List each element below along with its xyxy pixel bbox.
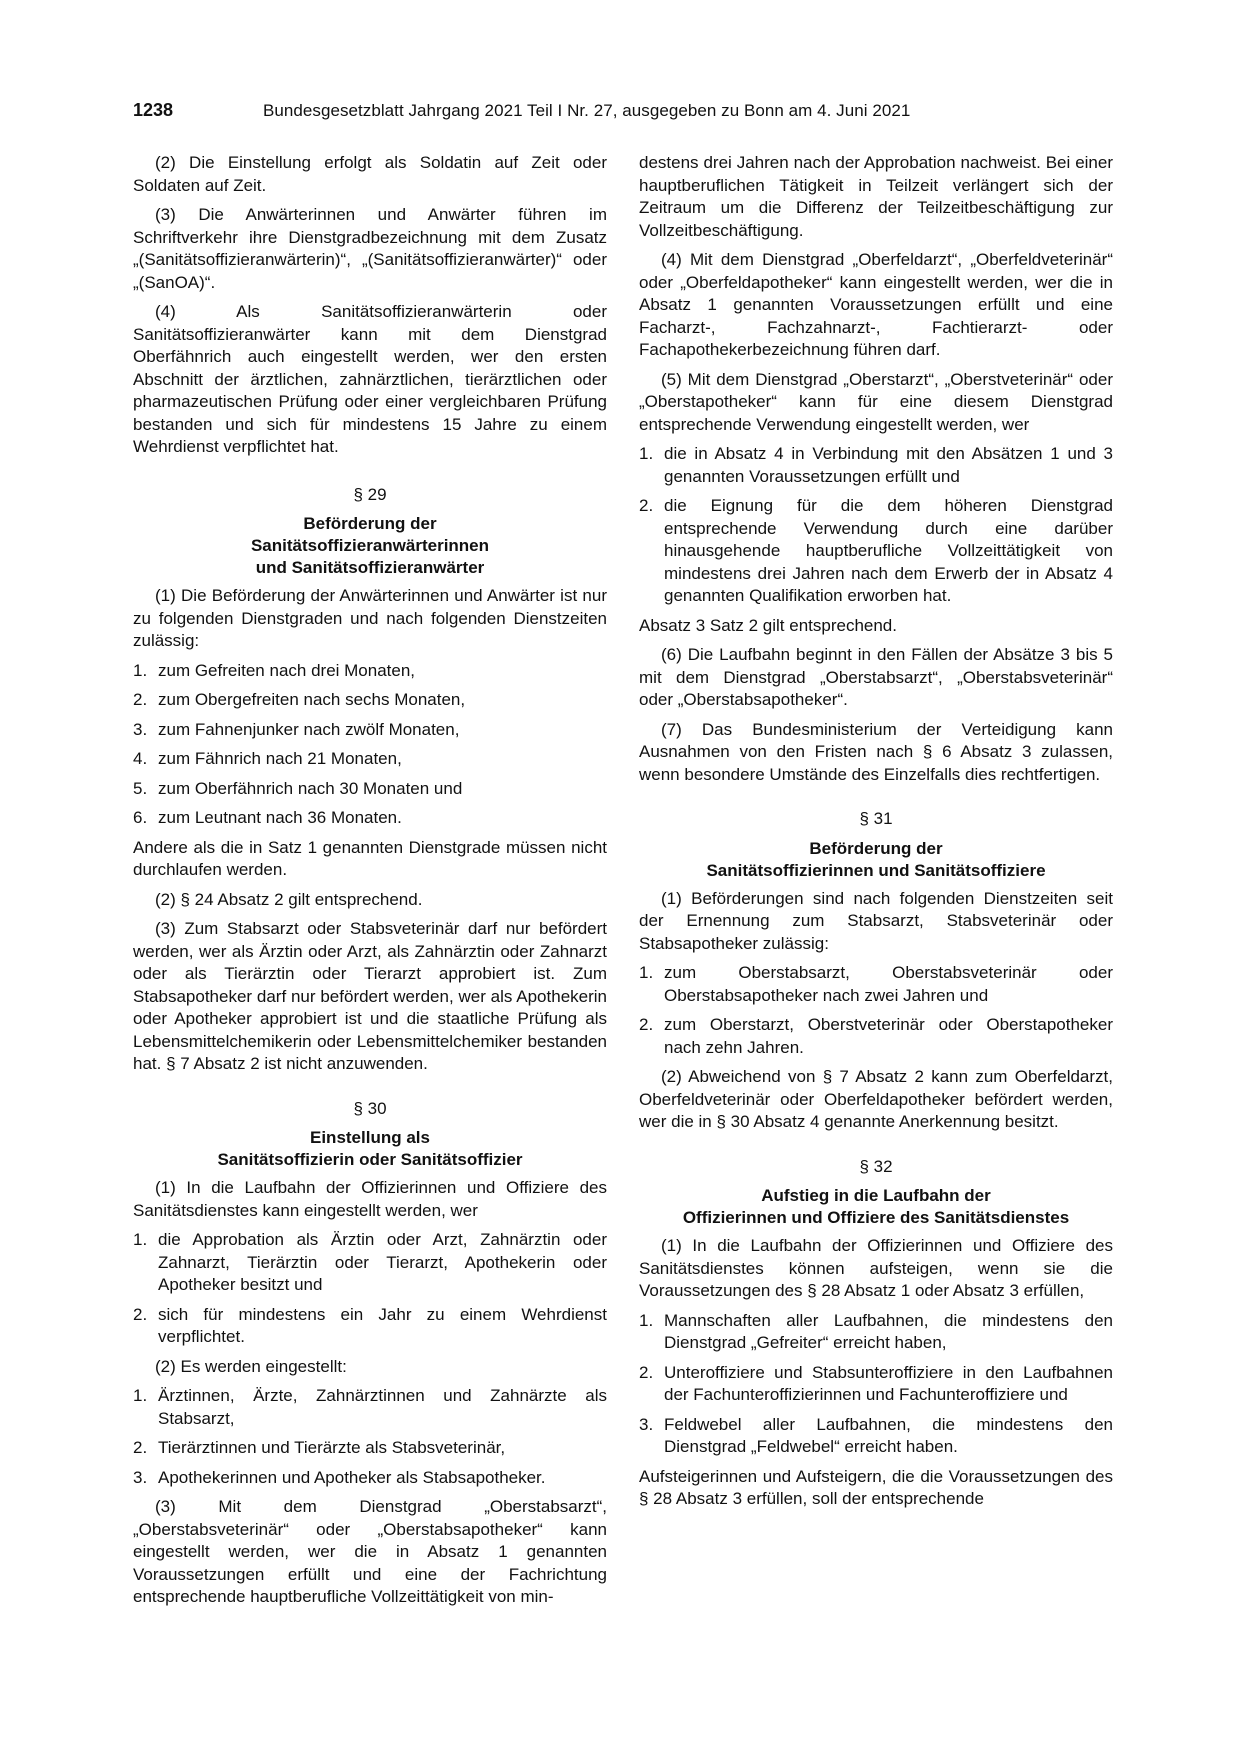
section-number: § 32 <box>859 1156 893 1176</box>
list-item <box>639 1362 1113 1407</box>
section-title-line: Beförderung der <box>809 838 943 858</box>
list-item-text: die Eignung für die dem höheren Dienstgrad entsprechende Verwendung durch eine darüber hinausgehende hauptberufliche Vollzeittätigkeit von mindestens drei Jahren nach dem Erwerb der in Absatz 4 genannten Qualifikation erworben hat. <box>664 496 1113 605</box>
list-item-text: zum Obergefreiten nach sechs Monaten, <box>158 690 466 709</box>
list-item <box>133 660 607 683</box>
paragraph: (1) In die Laufbahn der Offizierinnen und Offiziere des Sanitätsdienstes können aufsteigen, wenn sie die Voraussetzungen des § 28 Absatz 1 oder Absatz 3 erfüllen, <box>639 1236 1113 1300</box>
paragraph: (3) Zum Stabsarzt oder Stabsveterinär darf nur befördert werden, wer als Ärztin oder Arzt, als Zahnärztin oder Zahnarzt oder als Tierärztin oder Tierarzt approbiert ist. Zum Stabsapotheker darf nur befördert werden, wer als Apothekerin oder Apotheker approbiert ist und die staatliche Prüfung als Lebensmittelchemikerin oder Lebensmittelchemiker bestanden hat. § 7 Absatz 2 ist nicht anzuwenden. <box>133 919 607 1073</box>
list-item <box>133 689 607 712</box>
list-item <box>133 1304 607 1349</box>
list-item <box>133 778 607 801</box>
paragraph: Andere als die in Satz 1 genannten Dienstgrade müssen nicht durchlaufen werden. <box>133 837 607 879</box>
section-title <box>639 1185 1113 1229</box>
list-item-text: zum Gefreiten nach drei Monaten, <box>158 660 416 680</box>
list-item-number: 1. <box>133 1386 148 1405</box>
paragraph: (2) § 24 Absatz 2 gilt entsprechend. <box>155 889 423 909</box>
section-title-line: Sanitätsoffizierin oder Sanitätsoffizier <box>217 1150 523 1169</box>
paragraph: (1) Die Beförderung der Anwärterinnen und Anwärter ist nur zu folgenden Dienstgraden und nach folgenden Dienstzeiten zulässig: <box>133 586 607 650</box>
section-title-line: Offizierinnen und Offiziere des Sanitätsdienstes <box>682 1208 1070 1227</box>
enumeration <box>639 962 1113 1059</box>
list-item-text: zum Oberstabsarzt, Oberstabsveterinär oder Oberstabsapotheker nach zwei Jahren und <box>664 963 1113 1005</box>
list-item-text: sich für mindestens ein Jahr zu einem Wehrdienst verpflichtet. <box>158 1304 607 1346</box>
paragraph: destens drei Jahren nach der Approbation nachweist. Bei einer hauptberuflichen Tätigkeit in Teilzeit verlängert sich der Zeitraum um die Differenz der Teilzeitbeschäftigung zur Vollzeitbeschäftigung. <box>639 153 1113 240</box>
list-item <box>639 1310 1113 1355</box>
list-item-number: 1. <box>133 1230 148 1249</box>
paragraph: (1) Beförderungen sind nach folgenden Dienstzeiten seit der Ernennung zum Stabsarzt, Stabsveterinär oder Stabsapotheker zulässig: <box>639 888 1113 953</box>
enumeration <box>639 443 1113 608</box>
section-title-line: Einstellung als <box>310 1128 430 1147</box>
list-item-number: 1. <box>639 444 654 463</box>
list-item-text: die in Absatz 4 in Verbindung mit den Absätzen 1 und 3 genannten Voraussetzungen erfüllt und <box>664 444 1113 486</box>
list-item-text: die Approbation als Ärztin oder Arzt, Zahnärztin oder Zahnarzt, Tierärztin oder Tierarzt, Apothekerin oder Apotheker besitzt und <box>158 1230 607 1294</box>
list-item-number: 3. <box>133 719 148 739</box>
section-title <box>133 513 607 579</box>
list-item-text: Apothekerinnen und Apotheker als Stabsapotheker. <box>158 1467 546 1487</box>
paragraph: (1) In die Laufbahn der Offizierinnen und Offiziere des Sanitätsdienstes kann eingestellt werden, wer <box>133 1178 607 1220</box>
list-item <box>133 807 607 830</box>
list-item-number: 3. <box>133 1467 148 1487</box>
section-title-line: Beförderung der <box>303 514 437 533</box>
list-item-number: 2. <box>639 1015 654 1034</box>
section-title-line: und Sanitätsoffizieranwärter <box>255 558 485 577</box>
list-item-number: 5. <box>133 778 148 798</box>
enumeration <box>133 1229 607 1349</box>
paragraph: Absatz 3 Satz 2 gilt entsprechend. <box>639 615 897 635</box>
list-item-number: 6. <box>133 808 148 827</box>
list-item-number: 2. <box>639 496 654 515</box>
paragraph: (2) Abweichend von § 7 Absatz 2 kann zum Oberfeldarzt, Oberfeldveterinär oder Oberfeldapotheker befördert werden, wer die in § 30 Absatz 4 genannte Anerkennung besitzt. <box>639 1067 1113 1131</box>
paragraph: (5) Mit dem Dienstgrad „Oberstarzt“, „Oberstveterinär“ oder „Oberstapotheker“ kann für eine diesem Dienstgrad entsprechende Verwendung eingestellt werden, wer <box>639 369 1113 434</box>
list-item-number: 2. <box>639 1362 654 1382</box>
paragraph: (4) Als Sanitätsoffizieranwärterin oder Sanitätsoffizieranwärter kann mit dem Dienstgrad Oberfähnrich auch eingestellt werden, wer den ersten Abschnitt der ärztlichen, zahnärztlichen, tierärztlichen oder pharmazeutischen Prüfung oder einer vergleichbaren Prüfung bestanden und sich für mindestens 15 Jahre zu einem Wehrdienst verpflichtet hat. <box>133 302 607 456</box>
list-item-number: 2. <box>133 1304 148 1324</box>
paragraph: (7) Das Bundesministerium der Verteidigung kann Ausnahmen von den Fristen nach § 6 Absatz 3 zulassen, wenn besondere Umstände des Einzelfalls dies rechtfertigen. <box>639 719 1113 784</box>
section-title-line: Sanitätsoffizieranwärterinnen <box>250 536 490 555</box>
list-item-number: 1. <box>133 660 148 680</box>
list-item-number: 1. <box>639 963 654 982</box>
section-number: § 30 <box>353 1098 387 1118</box>
enumeration <box>133 1385 607 1489</box>
list-item <box>639 962 1113 1007</box>
list-item-text: zum Oberfähnrich nach 30 Monaten und <box>158 778 463 798</box>
list-item-text: zum Fähnrich nach 21 Monaten, <box>158 749 402 768</box>
list-item-number: 3. <box>639 1414 654 1434</box>
enumeration <box>639 1310 1113 1459</box>
paragraph: (2) Die Einstellung erfolgt als Soldatin auf Zeit oder Soldaten auf Zeit. <box>133 153 607 195</box>
running-head: Bundesgesetzblatt Jahrgang 2021 Teil I Nr. 27, ausgegeben zu Bonn am 4. Juni 2021 <box>263 101 911 120</box>
list-item-text: Ärztinnen, Ärzte, Zahnärztinnen und Zahnärzte als Stabsarzt, <box>158 1386 607 1428</box>
list-item-text: Mannschaften aller Laufbahnen, die mindestens den Dienstgrad „Gefreiter“ erreicht haben, <box>664 1310 1113 1352</box>
section-number: § 31 <box>859 809 893 828</box>
list-item-text: Unteroffiziere und Stabsunteroffiziere in den Laufbahnen der Fachunteroffizierinnen und Fachunteroffiziere und <box>664 1362 1113 1404</box>
list-item-text: zum Fahnenjunker nach zwölf Monaten, <box>158 719 460 739</box>
list-item <box>639 1414 1113 1459</box>
list-item <box>133 1385 607 1430</box>
list-item <box>133 1437 607 1460</box>
list-item-text: zum Leutnant nach 36 Monaten. <box>158 808 402 827</box>
list-item-number: 1. <box>639 1310 654 1330</box>
section-number: § 29 <box>353 484 387 504</box>
paragraph: Aufsteigerinnen und Aufsteigern, die die Voraussetzungen des § 28 Absatz 3 erfüllen, soll der entsprechende <box>639 1466 1113 1508</box>
list-item <box>133 748 607 771</box>
left-column <box>133 152 607 1616</box>
paragraph: (3) Mit dem Dienstgrad „Oberstabsarzt“, „Oberstabsveterinär“ oder „Oberstabsapotheker“ kann eingestellt werden, wer die in Absatz 1 genannten Voraussetzungen erfüllt und eine der Fachrichtung entsprechende hauptberufliche Vollzeittätigkeit von min- <box>133 1497 607 1606</box>
section-title <box>639 838 1113 882</box>
list-item <box>133 1229 607 1297</box>
list-item <box>133 1467 607 1490</box>
section-title <box>133 1127 607 1171</box>
list-item-number: 2. <box>133 1438 148 1457</box>
paragraph: (6) Die Laufbahn beginnt in den Fällen der Absätze 3 bis 5 mit dem Dienstgrad „Oberstabsarzt“, „Oberstabsveterinär“ oder „Oberstabsapotheker“. <box>639 645 1113 709</box>
page-header <box>133 100 1113 126</box>
enumeration <box>133 660 607 830</box>
list-item <box>639 1014 1113 1059</box>
paragraph: (3) Die Anwärterinnen und Anwärter führen im Schriftverkehr ihre Dienstgradbezeichnung mit dem Zusatz „(Sanitätsoffizieranwärterin)“, „(Sanitätsoffizieranwärter)“ oder „(SanOA)“. <box>133 205 607 292</box>
list-item <box>639 495 1113 608</box>
list-item-text: Feldwebel aller Laufbahnen, die mindestens den Dienstgrad „Feldwebel“ erreicht haben. <box>664 1414 1113 1456</box>
section-title-line: Aufstieg in die Laufbahn der <box>761 1186 991 1205</box>
list-item-number: 4. <box>133 749 148 768</box>
list-item <box>639 443 1113 488</box>
page-number: 1238 <box>133 100 174 120</box>
section-title-line: Sanitätsoffizierinnen und Sanitätsoffiziere <box>706 860 1046 880</box>
paragraph: (2) Es werden eingestellt: <box>155 1356 347 1376</box>
paragraph: (4) Mit dem Dienstgrad „Oberfeldarzt“, „Oberfeldveterinär“ oder „Oberfeldapotheker“ kann eingestellt werden, wer die in Absatz 1 genannten Voraussetzungen erfüllt und eine Facharzt-, Fachzahnarzt-, Fachtierarzt- oder Fachapothekerbezeichnung führen darf. <box>639 250 1113 359</box>
list-item-text: Tierärztinnen und Tierärzte als Stabsveterinär, <box>158 1438 506 1457</box>
right-column <box>639 152 1113 1518</box>
list-item <box>133 719 607 742</box>
list-item-text: zum Oberstarzt, Oberstveterinär oder Oberstapotheker nach zehn Jahren. <box>664 1015 1113 1057</box>
list-item-number: 2. <box>133 690 148 709</box>
